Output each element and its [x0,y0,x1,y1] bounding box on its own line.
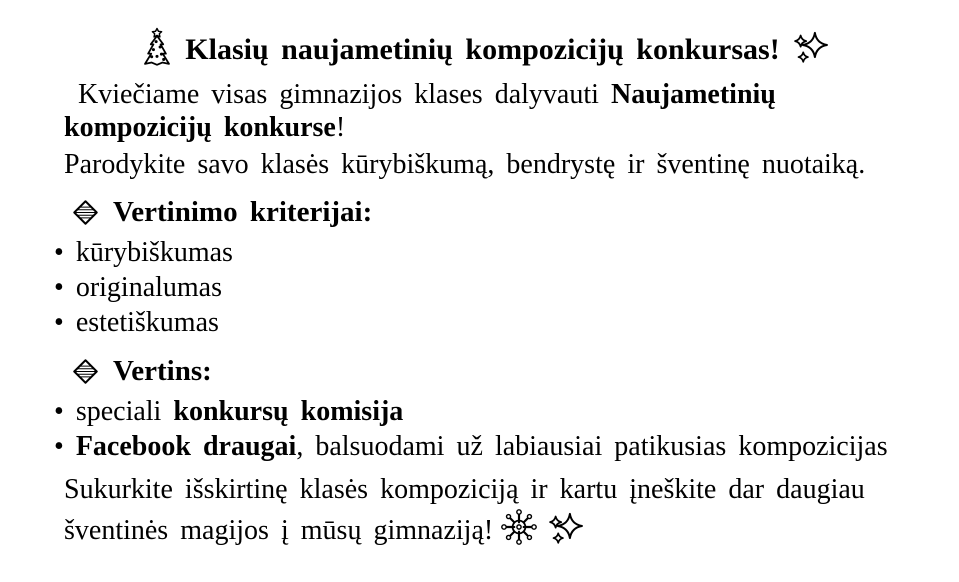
list-item [54,305,935,340]
bullet: • [54,272,64,303]
snowflake-icon [499,507,539,547]
criteria-list [54,235,935,340]
closing-line2-text: šventinės magijos į mūsų gimnaziją! [64,515,494,546]
intro-line1-bold: Naujametinių [610,79,776,110]
criteria-heading-text: Vertinimo kriterijai: [113,196,373,228]
criteria-heading [72,194,935,230]
judges-item2-bold: Facebook draugai [75,431,297,462]
judges-heading [72,353,935,389]
sparkles-icon [547,511,585,547]
intro-line-1 [64,78,935,111]
diamond-icon [72,199,99,226]
closing-paragraph [64,472,935,548]
diamond-icon [72,358,99,385]
list-item [54,429,935,464]
page-title [54,26,917,68]
criteria-item-1: kūrybiškumas [75,237,233,268]
bullet: • [54,431,64,462]
list-item [54,270,935,305]
christmas-tree-icon [141,26,173,68]
intro-line1-regular: Kviečiame visas gimnazijos klases dalyvauti [78,79,599,110]
judges-item1-regular: speciali [75,396,162,427]
bullet: • [54,396,64,427]
criteria-item-2: originalumas [75,272,223,303]
intro-line-2 [64,111,935,144]
judges-item2-regular: , balsuodami už labiausiai patikusias kompozicijas [296,431,888,462]
sparkles-icon [792,30,830,66]
closing-line-2 [64,507,935,548]
list-item [54,235,935,270]
intro-line2-bold: kompozicijų konkurse [64,112,336,143]
intro-line-3: Parodykite savo klasės kūrybiškumą, bendrystę ir šventinę nuotaiką. [64,149,866,180]
intro-line2-punct: ! [335,112,346,143]
list-item [54,394,935,429]
closing-line-1: Sukurkite išskirtinę klasės kompoziciją ir kartu įneškite dar daugiau [64,474,865,505]
judges-item1-bold: konkursų komisija [173,396,404,427]
criteria-item-3: estetiškumas [75,307,219,338]
judges-heading-text: Vertins: [113,355,212,387]
bullet: • [54,237,64,268]
judges-list [54,394,935,464]
page-title-text: Klasių naujametinių kompozicijų konkursas! [185,33,780,66]
bullet: • [54,307,64,338]
